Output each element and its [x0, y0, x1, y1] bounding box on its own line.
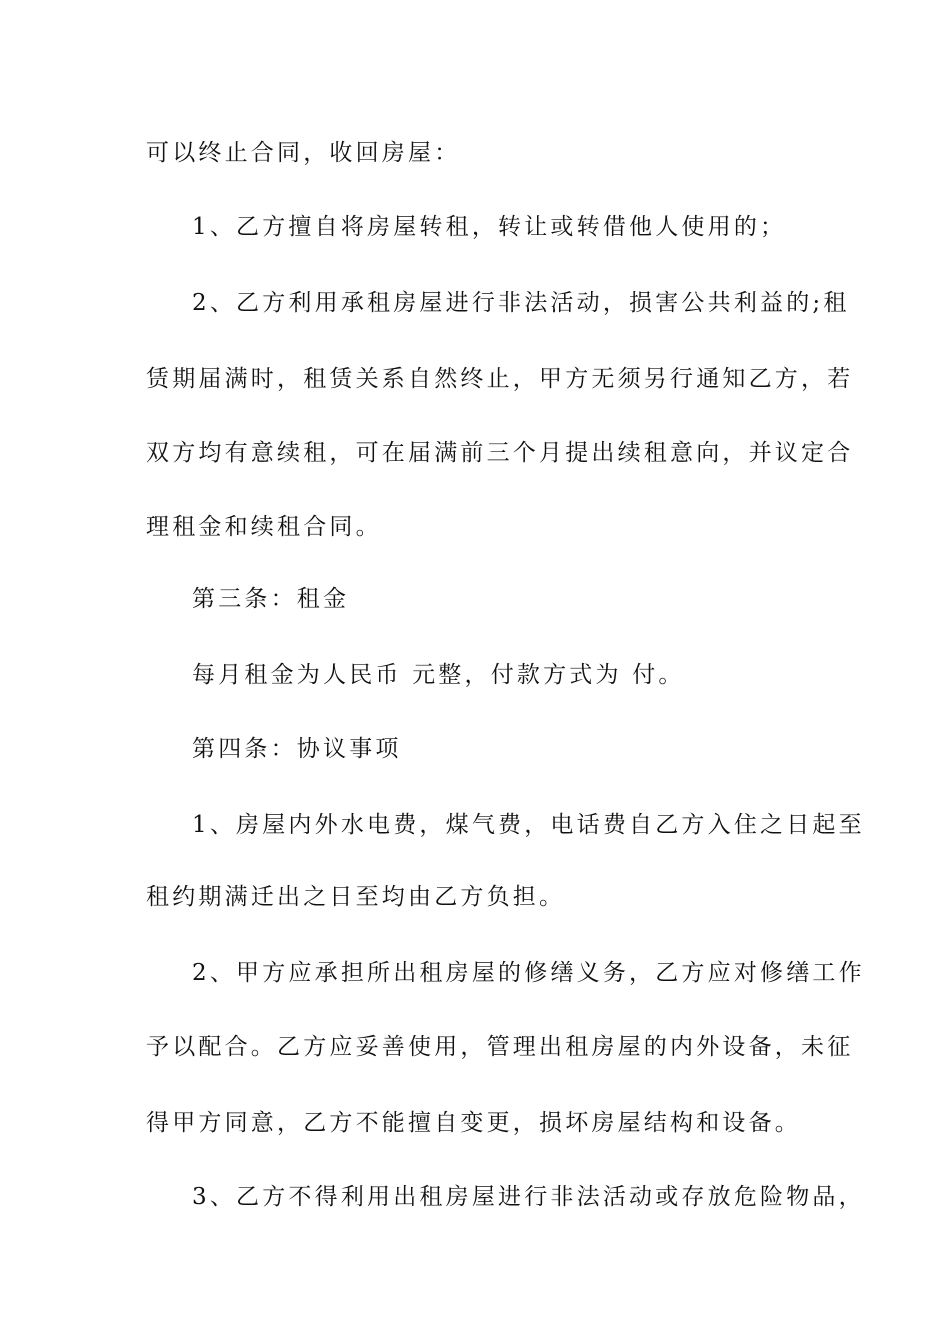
text-line: 1、乙方擅自将房屋转租，转让或转借他人使用的； [192, 214, 787, 240]
text-line: 3、乙方不得利用出租房屋进行非法活动或存放危险物品， [192, 1184, 865, 1210]
text-line: 2、甲方应承担所出租房屋的修缮义务，乙方应对修缮工作 [192, 960, 865, 986]
text-line: 租约期满迁出之日至均由乙方负担。 [146, 884, 566, 910]
text-line: 双方均有意续租，可在届满前三个月提出续租意向，并议定合 [146, 440, 854, 466]
text-line: 予以配合。乙方应妥善使用，管理出租房屋的内外设备，未征 [146, 1034, 854, 1060]
text-line: 得甲方同意，乙方不能擅自变更，损坏房屋结构和设备。 [146, 1110, 801, 1136]
text-line: 1、房屋内外水电费，煤气费，电话费自乙方入住之日起至 [192, 812, 865, 838]
text-line: 每月租金为人民币 元整，付款方式为 付。 [192, 662, 685, 688]
text-line: 赁期届满时，租赁关系自然终止，甲方无须另行通知乙方，若 [146, 366, 854, 392]
text-line: 2、乙方利用承租房屋进行非法活动，损害公共利益的;租 [192, 290, 850, 316]
text-line: 可以终止合同，收回房屋： [146, 140, 461, 166]
section-heading: 第四条：协议事项 [192, 736, 402, 762]
text-line: 理租金和续租合同。 [146, 514, 382, 540]
section-heading: 第三条：租金 [192, 586, 350, 612]
